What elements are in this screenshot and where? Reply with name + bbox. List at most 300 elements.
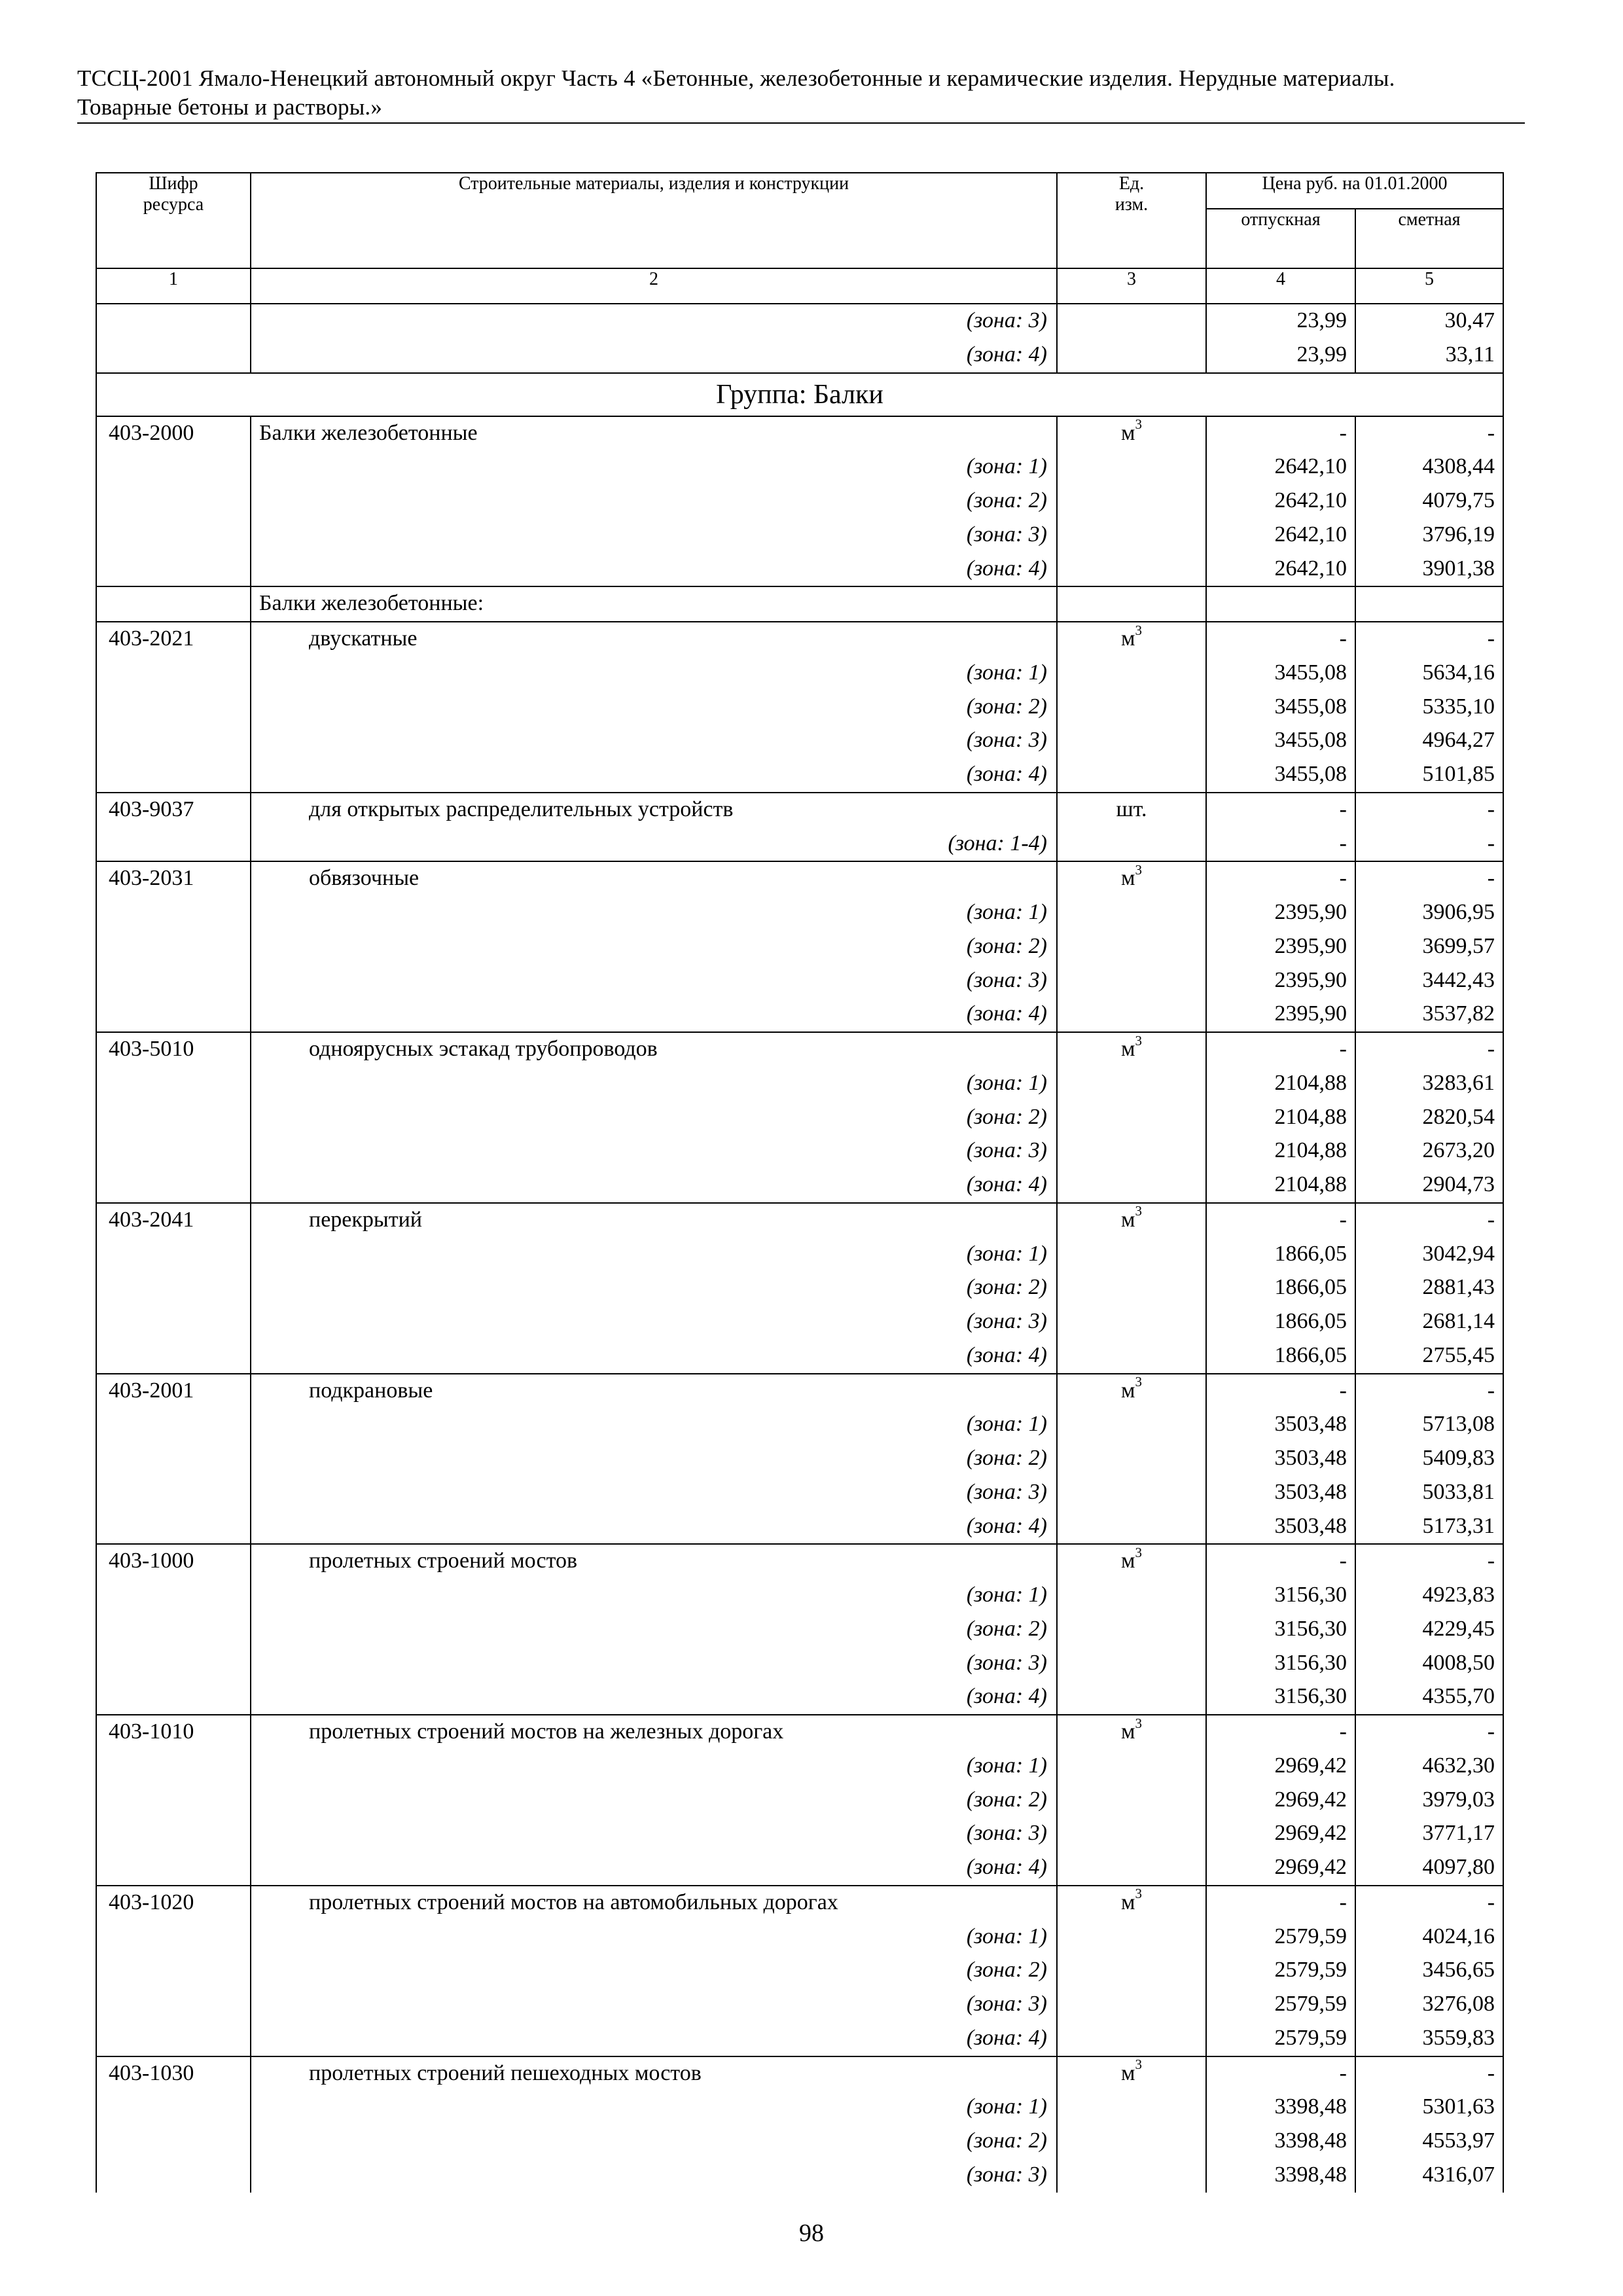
- item-name: пролетных строений мостов на автомобильных дорогах: [251, 1886, 1057, 1920]
- unit-cell: [1057, 997, 1206, 1032]
- estimate-price: -: [1355, 1886, 1503, 1920]
- resource-code: [96, 1784, 251, 1818]
- zone-label: (зона: 1): [251, 2090, 1057, 2125]
- resource-code: [96, 2090, 251, 2125]
- estimate-price: 3979,03: [1355, 1784, 1503, 1818]
- resource-code: [96, 1510, 251, 1545]
- zone-label: (зона: 2): [251, 930, 1057, 964]
- table-row: [96, 691, 1503, 725]
- wholesale-price: 2395,90: [1206, 997, 1355, 1032]
- unit-cell: [1057, 1886, 1206, 1920]
- resource-code: 403-1020: [96, 1886, 251, 1920]
- estimate-price: 4632,30: [1355, 1749, 1503, 1784]
- zone-label: (зона: 4): [251, 1680, 1057, 1715]
- table-row: [96, 1101, 1503, 1135]
- zone-label: (зона: 1): [251, 1920, 1057, 1954]
- zone-label: (зона: 1): [251, 1408, 1057, 1442]
- table-row: [96, 2159, 1503, 2193]
- table-row: [96, 586, 1503, 622]
- resource-code: [96, 518, 251, 552]
- zone-label: (зона: 2): [251, 1954, 1057, 1988]
- resource-code: [96, 691, 251, 725]
- table-row: [96, 1817, 1503, 1851]
- estimate-price: 2820,54: [1355, 1101, 1503, 1135]
- wholesale-price: 2642,10: [1206, 484, 1355, 518]
- wholesale-price: -: [1206, 1374, 1355, 1408]
- header-name: Строительные материалы, изделия и конструкции: [251, 173, 1057, 268]
- wholesale-price: 2395,90: [1206, 930, 1355, 964]
- estimate-price: 2673,20: [1355, 1134, 1503, 1168]
- table-row: [96, 656, 1503, 691]
- wholesale-price: 3398,48: [1206, 2125, 1355, 2159]
- table-row: [96, 1476, 1503, 1510]
- unit-cell: [1057, 1613, 1206, 1647]
- estimate-price: -: [1355, 1715, 1503, 1749]
- zone-label: (зона: 4): [251, 1168, 1057, 1203]
- resource-code: 403-2041: [96, 1203, 251, 1238]
- unit-cell: [1057, 484, 1206, 518]
- zone-label: (зона: 4): [251, 1851, 1057, 1886]
- estimate-price: -: [1355, 861, 1503, 896]
- resource-code: [96, 2022, 251, 2056]
- table-row: [96, 964, 1503, 998]
- estimate-price: 5173,31: [1355, 1510, 1503, 1545]
- table-row: [96, 930, 1503, 964]
- resource-code: [96, 484, 251, 518]
- resource-code: [96, 338, 251, 373]
- estimate-price: 30,47: [1355, 304, 1503, 338]
- table-row: [96, 758, 1503, 793]
- zone-label: (зона: 3): [251, 964, 1057, 998]
- header-unit: Ед. изм.: [1057, 173, 1206, 268]
- table-row: [96, 1408, 1503, 1442]
- unit-cell: [1057, 827, 1206, 862]
- resource-code: [96, 724, 251, 758]
- resource-code: [96, 1749, 251, 1784]
- unit-cell: [1057, 1101, 1206, 1135]
- unit-cell: [1057, 1988, 1206, 2022]
- wholesale-price: 3156,30: [1206, 1680, 1355, 1715]
- estimate-price: 33,11: [1355, 338, 1503, 373]
- zone-label: (зона: 2): [251, 1442, 1057, 1476]
- unit-cell: [1057, 1339, 1206, 1374]
- table-row: [96, 2056, 1503, 2091]
- resource-code: [96, 304, 251, 338]
- resource-code: [96, 2159, 251, 2193]
- table-row: [96, 338, 1503, 373]
- wholesale-price: 3156,30: [1206, 1579, 1355, 1613]
- zone-label: (зона: 1): [251, 1067, 1057, 1101]
- table-row: [96, 793, 1503, 827]
- zone-label: (зона: 1-4): [251, 827, 1057, 862]
- resource-code: [96, 1067, 251, 1101]
- table-row: [96, 1784, 1503, 1818]
- wholesale-price: -: [1206, 1544, 1355, 1579]
- estimate-price: -: [1355, 1203, 1503, 1238]
- resource-code: [96, 450, 251, 484]
- unit-cell: [1057, 450, 1206, 484]
- wholesale-price: 2395,90: [1206, 964, 1355, 998]
- wholesale-price: 3503,48: [1206, 1408, 1355, 1442]
- item-name: пролетных строений пешеходных мостов: [251, 2056, 1057, 2091]
- unit-superscript: 3: [1135, 1715, 1142, 1731]
- resource-code: [96, 656, 251, 691]
- unit-cell: [1057, 1134, 1206, 1168]
- wholesale-price: -: [1206, 1203, 1355, 1238]
- resource-code: 403-1030: [96, 2056, 251, 2091]
- unit-cell: [1057, 1408, 1206, 1442]
- resource-code: [96, 1988, 251, 2022]
- unit-superscript: 3: [1135, 1374, 1142, 1390]
- resource-code: [96, 964, 251, 998]
- unit-cell: [1057, 2125, 1206, 2159]
- price-table: [96, 172, 1504, 2193]
- table-row: [96, 552, 1503, 587]
- resource-code: [96, 1442, 251, 1476]
- col-number: 2: [251, 268, 1057, 304]
- unit-cell: [1057, 1715, 1206, 1749]
- estimate-price: 5101,85: [1355, 758, 1503, 793]
- table-row: [96, 1851, 1503, 1886]
- unit-cell: [1057, 964, 1206, 998]
- table-row: [96, 1647, 1503, 1681]
- unit-cell: [1057, 586, 1206, 622]
- col-number: 4: [1206, 268, 1355, 304]
- wholesale-price: -: [1206, 416, 1355, 451]
- estimate-price: -: [1355, 1032, 1503, 1067]
- table-row: [96, 416, 1503, 451]
- resource-code: 403-2000: [96, 416, 251, 451]
- estimate-price: 4079,75: [1355, 484, 1503, 518]
- estimate-price: 4964,27: [1355, 724, 1503, 758]
- unit-cell: [1057, 1476, 1206, 1510]
- resource-code: [96, 1305, 251, 1339]
- unit-cell: [1057, 1238, 1206, 1272]
- estimate-price: 5033,81: [1355, 1476, 1503, 1510]
- unit-cell: [1057, 1442, 1206, 1476]
- wholesale-price: 2104,88: [1206, 1168, 1355, 1203]
- unit-cell: [1057, 2159, 1206, 2193]
- wholesale-price: 2642,10: [1206, 450, 1355, 484]
- estimate-price: 3283,61: [1355, 1067, 1503, 1101]
- wholesale-price: 3455,08: [1206, 724, 1355, 758]
- header-code: Шифр ресурса: [96, 173, 251, 268]
- resource-code: [96, 1647, 251, 1681]
- zone-label: (зона: 3): [251, 1305, 1057, 1339]
- unit-cell: [1057, 1032, 1206, 1067]
- wholesale-price: 1866,05: [1206, 1339, 1355, 1374]
- wholesale-price: 3398,48: [1206, 2159, 1355, 2193]
- resource-code: 403-9037: [96, 793, 251, 827]
- resource-code: 403-2021: [96, 622, 251, 656]
- unit-superscript: 3: [1135, 2056, 1142, 2073]
- wholesale-price: 2579,59: [1206, 1988, 1355, 2022]
- unit-superscript: 3: [1135, 1544, 1142, 1560]
- wholesale-price: 2395,90: [1206, 896, 1355, 930]
- wholesale-price: 23,99: [1206, 304, 1355, 338]
- estimate-price: 4308,44: [1355, 450, 1503, 484]
- resource-code: [96, 1168, 251, 1203]
- table-row: [96, 1339, 1503, 1374]
- table-row: [96, 997, 1503, 1032]
- table-row: [96, 1579, 1503, 1613]
- resource-code: [96, 1339, 251, 1374]
- unit-cell: [1057, 724, 1206, 758]
- estimate-price: 5409,83: [1355, 1442, 1503, 1476]
- wholesale-price: 2969,42: [1206, 1817, 1355, 1851]
- resource-code: [96, 1476, 251, 1510]
- unit-cell: [1057, 930, 1206, 964]
- table-row: [96, 1238, 1503, 1272]
- zone-label: (зона: 3): [251, 2159, 1057, 2193]
- wholesale-price: 3156,30: [1206, 1613, 1355, 1647]
- unit-cell: [1057, 1647, 1206, 1681]
- resource-code: [96, 1851, 251, 1886]
- header-wholesale: отпускная: [1206, 209, 1355, 268]
- table-row: [96, 622, 1503, 656]
- col-number: 1: [96, 268, 251, 304]
- unit-superscript: 3: [1135, 1886, 1142, 1902]
- resource-code: [96, 1134, 251, 1168]
- estimate-price: 2904,73: [1355, 1168, 1503, 1203]
- item-name: двускатные: [251, 622, 1057, 656]
- wholesale-price: 23,99: [1206, 338, 1355, 373]
- unit-cell: [1057, 622, 1206, 656]
- item-name: обвязочные: [251, 861, 1057, 896]
- unit-cell: [1057, 861, 1206, 896]
- zone-label: (зона: 4): [251, 1339, 1057, 1374]
- estimate-price: 4097,80: [1355, 1851, 1503, 1886]
- wholesale-price: -: [1206, 1715, 1355, 1749]
- header-line-1: ТССЦ-2001 Ямало-Ненецкий автономный округ Часть 4 «Бетонные, железобетонные и керамические изделия. Нерудные материалы.: [77, 65, 1395, 91]
- header-estimate: сметная: [1355, 209, 1503, 268]
- wholesale-price: -: [1206, 793, 1355, 827]
- item-name: пролетных строений мостов на железных дорогах: [251, 1715, 1057, 1749]
- zone-label: (зона: 3): [251, 1476, 1057, 1510]
- resource-code: [96, 2125, 251, 2159]
- resource-code: 403-2031: [96, 861, 251, 896]
- table-row: [96, 484, 1503, 518]
- header-line-2: Товарные бетоны и растворы.»: [77, 94, 383, 120]
- resource-code: 403-1010: [96, 1715, 251, 1749]
- unit-cell: [1057, 1784, 1206, 1818]
- header-rule: [77, 122, 1525, 124]
- estimate-price: 2681,14: [1355, 1305, 1503, 1339]
- estimate-price: 4008,50: [1355, 1647, 1503, 1681]
- table-row: [96, 1374, 1503, 1408]
- estimate-price: 5634,16: [1355, 656, 1503, 691]
- resource-code: [96, 552, 251, 587]
- wholesale-price: 2104,88: [1206, 1101, 1355, 1135]
- item-name: Балки железобетонные: [251, 416, 1057, 451]
- table-row: [96, 304, 1503, 338]
- zone-label: (зона: 1): [251, 656, 1057, 691]
- estimate-price: -: [1355, 793, 1503, 827]
- zone-label: (зона: 4): [251, 552, 1057, 587]
- zone-label: (зона: 3): [251, 1134, 1057, 1168]
- table-row: [96, 1954, 1503, 1988]
- zone-label: (зона: 1): [251, 1749, 1057, 1784]
- unit-cell: [1057, 416, 1206, 451]
- resource-code: [96, 827, 251, 862]
- group-title: Группа: Балки: [96, 373, 1503, 416]
- wholesale-price: 2104,88: [1206, 1134, 1355, 1168]
- estimate-price: 5713,08: [1355, 1408, 1503, 1442]
- unit-superscript: 3: [1135, 622, 1142, 638]
- wholesale-price: 1866,05: [1206, 1271, 1355, 1305]
- wholesale-price: -: [1206, 861, 1355, 896]
- table-row: [96, 2125, 1503, 2159]
- table-row: [96, 1749, 1503, 1784]
- table-row: [96, 1920, 1503, 1954]
- col-number: 5: [1355, 268, 1503, 304]
- unit-cell: [1057, 552, 1206, 587]
- unit-text: м: [1120, 1890, 1135, 1914]
- estimate-price: -: [1355, 416, 1503, 451]
- zone-label: (зона: 2): [251, 2125, 1057, 2159]
- wholesale-price: -: [1206, 2056, 1355, 2091]
- unit-cell: [1057, 1374, 1206, 1408]
- estimate-price: -: [1355, 1374, 1503, 1408]
- table-row: [96, 1715, 1503, 1749]
- zone-label: (зона: 3): [251, 1988, 1057, 2022]
- estimate-price: -: [1355, 827, 1503, 862]
- table-row: [96, 518, 1503, 552]
- estimate-price: 3559,83: [1355, 2022, 1503, 2056]
- zone-label: (зона: 1): [251, 896, 1057, 930]
- table-row: [96, 1305, 1503, 1339]
- unit-cell: [1057, 338, 1206, 373]
- wholesale-price: [1206, 586, 1355, 622]
- unit-text: м: [1120, 866, 1135, 891]
- wholesale-price: 3398,48: [1206, 2090, 1355, 2125]
- unit-cell: [1057, 1749, 1206, 1784]
- resource-code: [96, 1408, 251, 1442]
- table-body: [96, 304, 1503, 2193]
- table-row: [96, 1134, 1503, 1168]
- unit-superscript: 3: [1135, 1032, 1142, 1049]
- unit-cell: [1057, 1067, 1206, 1101]
- item-name: одноярусных эстакад трубопроводов: [251, 1032, 1057, 1067]
- estimate-price: -: [1355, 1544, 1503, 1579]
- estimate-price: 4553,97: [1355, 2125, 1503, 2159]
- zone-label: (зона: 2): [251, 1784, 1057, 1818]
- zone-label: (зона: 4): [251, 758, 1057, 793]
- resource-code: [96, 1680, 251, 1715]
- resource-code: [96, 1579, 251, 1613]
- unit-cell: [1057, 1954, 1206, 1988]
- zone-label: (зона: 3): [251, 724, 1057, 758]
- wholesale-price: 2579,59: [1206, 2022, 1355, 2056]
- unit-text: м: [1120, 1719, 1135, 1744]
- wholesale-price: 3503,48: [1206, 1476, 1355, 1510]
- table-row: [96, 724, 1503, 758]
- table-row: [96, 1988, 1503, 2022]
- table-row: [96, 827, 1503, 862]
- unit-text: м: [1120, 626, 1135, 651]
- unit-text: м: [1120, 2060, 1135, 2085]
- estimate-price: [1355, 586, 1503, 622]
- resource-code: [96, 1271, 251, 1305]
- resource-code: [96, 1238, 251, 1272]
- estimate-price: 3442,43: [1355, 964, 1503, 998]
- estimate-price: 3796,19: [1355, 518, 1503, 552]
- unit-superscript: 3: [1135, 1203, 1142, 1219]
- unit-cell: [1057, 758, 1206, 793]
- resource-code: [96, 586, 251, 622]
- unit-cell: [1057, 1305, 1206, 1339]
- zone-label: (зона: 4): [251, 338, 1057, 373]
- resource-code: 403-5010: [96, 1032, 251, 1067]
- table-row: [96, 1613, 1503, 1647]
- group-row: [96, 373, 1503, 416]
- zone-label: (зона: 3): [251, 518, 1057, 552]
- item-name: перекрытий: [251, 1203, 1057, 1238]
- table-row: [96, 1680, 1503, 1715]
- estimate-price: 2755,45: [1355, 1339, 1503, 1374]
- estimate-price: 3276,08: [1355, 1988, 1503, 2022]
- zone-label: (зона: 1): [251, 1579, 1057, 1613]
- table-row: [96, 1203, 1503, 1238]
- wholesale-price: 3503,48: [1206, 1510, 1355, 1545]
- estimate-price: 3699,57: [1355, 930, 1503, 964]
- table-row: [96, 896, 1503, 930]
- estimate-price: -: [1355, 622, 1503, 656]
- unit-cell: [1057, 1203, 1206, 1238]
- unit-cell: [1057, 1920, 1206, 1954]
- table-row: [96, 1271, 1503, 1305]
- col-number: 3: [1057, 268, 1206, 304]
- wholesale-price: -: [1206, 622, 1355, 656]
- wholesale-price: 1866,05: [1206, 1305, 1355, 1339]
- wholesale-price: 2642,10: [1206, 518, 1355, 552]
- resource-code: [96, 1920, 251, 1954]
- estimate-price: 4316,07: [1355, 2159, 1503, 2193]
- resource-code: [96, 758, 251, 793]
- table-row: [96, 450, 1503, 484]
- unit-cell: [1057, 896, 1206, 930]
- resource-code: [96, 1613, 251, 1647]
- header-price: Цена руб. на 01.01.2000: [1206, 173, 1503, 209]
- estimate-price: -: [1355, 2056, 1503, 2091]
- estimate-price: 3537,82: [1355, 997, 1503, 1032]
- unit-superscript: 3: [1135, 416, 1142, 433]
- unit-cell: [1057, 2090, 1206, 2125]
- estimate-price: 3906,95: [1355, 896, 1503, 930]
- wholesale-price: 2104,88: [1206, 1067, 1355, 1101]
- table-row: [96, 1544, 1503, 1579]
- wholesale-price: -: [1206, 1886, 1355, 1920]
- table-row: [96, 1442, 1503, 1476]
- resource-code: [96, 930, 251, 964]
- zone-label: (зона: 1): [251, 450, 1057, 484]
- unit-text: м: [1120, 420, 1135, 445]
- wholesale-price: 2579,59: [1206, 1954, 1355, 1988]
- unit-cell: [1057, 1851, 1206, 1886]
- unit-cell: [1057, 1680, 1206, 1715]
- wholesale-price: 3455,08: [1206, 656, 1355, 691]
- wholesale-price: 2969,42: [1206, 1784, 1355, 1818]
- estimate-price: 5335,10: [1355, 691, 1503, 725]
- zone-label: (зона: 2): [251, 484, 1057, 518]
- zone-label: (зона: 2): [251, 691, 1057, 725]
- unit-cell: [1057, 1168, 1206, 1203]
- item-name: пролетных строений мостов: [251, 1544, 1057, 1579]
- unit-text: м: [1120, 1549, 1135, 1573]
- resource-code: [96, 1817, 251, 1851]
- unit-cell: [1057, 656, 1206, 691]
- zone-label: (зона: 1): [251, 1238, 1057, 1272]
